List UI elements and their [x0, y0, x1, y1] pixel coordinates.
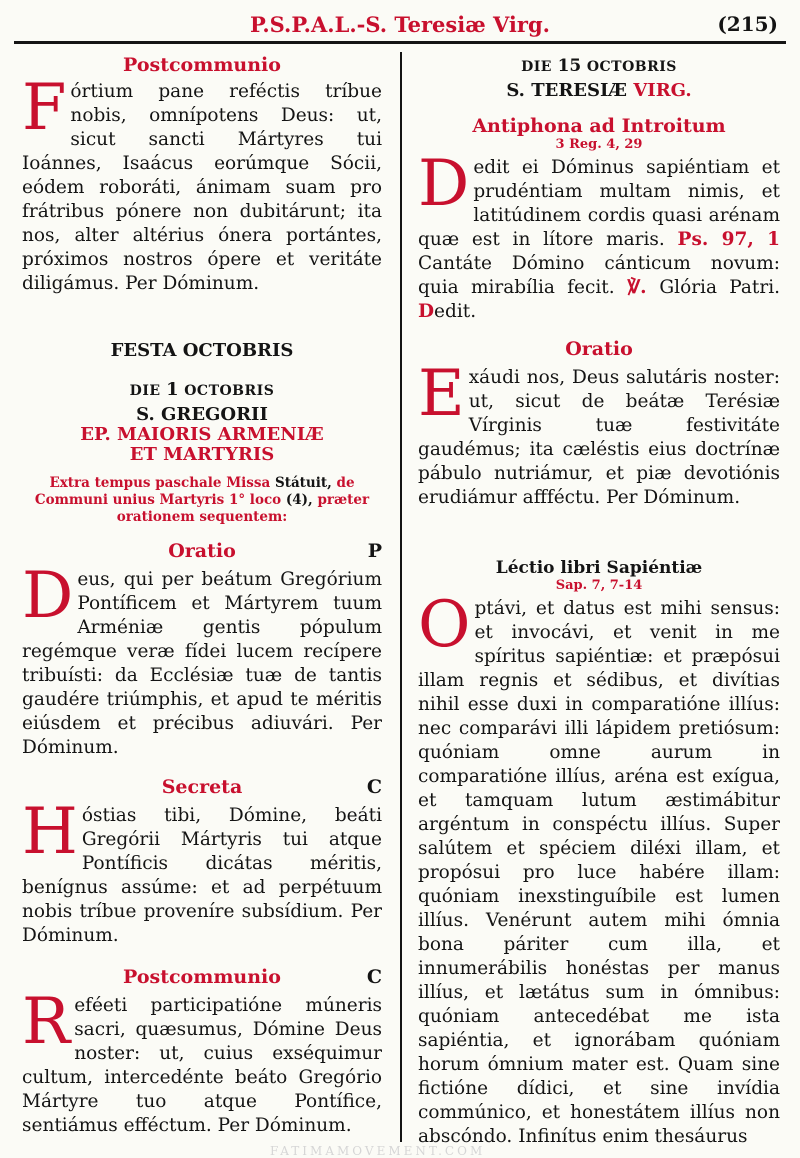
header-rule [14, 41, 786, 44]
mark-p: P [367, 540, 382, 562]
oratio-text: Deus, qui per beátum Gregórium Pontíficem et Mártyrem tuum Arméniæ gentis pópulum regémque veræ fídei lucem recípere tribuísti: da Ecclésiæ tuæ de tantis gaudére triúmphis, et apud te méritis eiúsdem et précibus adiuvári. Per Dóminum. [22, 559, 382, 758]
mark-c: C [366, 966, 382, 988]
introitus-heading: Antiphona ad Introitum [472, 115, 726, 137]
column-divider [400, 52, 402, 1142]
page-number: (215) [717, 12, 778, 36]
postcommunio2-heading: Postcommunio C [123, 966, 382, 988]
festa-heading: FESTA OCTOBRIS [110, 340, 294, 361]
watermark: FATIMAMOVEMENT.COM [270, 1144, 486, 1158]
saint-title-1: EP. MAIORIS ARMENIÆ [80, 424, 324, 445]
mark-c: C [366, 776, 382, 798]
drop-cap: D [22, 559, 74, 633]
postcommunio-text: Fórtium pane reféctis tríbue nobis, omnípotens Deus: ut, sicut sancti Mártyres tui Ioánnes, Isaácus eorúmque Sócii, eódem roboráti, ánimam suam pro frátribus pónere non dubitárunt; ita nos, alter altérius ónera portántes, próximos nostros ópere et veritáte diligámus. Per Dóminum. [22, 71, 382, 294]
lectio-ref: Sap. 7, 7-14 [555, 578, 643, 593]
drop-cap: D [418, 147, 470, 221]
postcommunio2-text: Reféeti participatióne múneris sacri, quæsumus, Dómine Deus noster: ut, cuius exséquimur cultum, intercedénte beáto Gregório Mártyre tuo atque Pontífice, sentiámus efféctum. Per Dóminum. [22, 985, 382, 1136]
saint-name: S. TERESIÆ VIRG. [506, 80, 692, 101]
lectio-heading: Léctio libri Sapiéntiæ [495, 558, 703, 578]
saint-title-2: ET MARTYRIS [129, 444, 275, 465]
drop-cap: H [22, 795, 78, 869]
secreta-text: Hóstias tibi, Dómine, beáti Gregórii Mártyris tui atque Pontíficis dicátas méritis, benígnus assúme: et ad perpétuum nobis tríbue proveníre subsídium. Per Dóminum. [22, 795, 382, 946]
oratio-text: Exáudi nos, Deus salutáris noster: ut, sicut de beátæ Terésiæ Vírginis tuæ festivitáte gaudémus; ita cæléstis eius doctrínæ pábulo nutriámur, et piæ devotiónis erudiámur affféctu. Per Dóminum. [418, 357, 780, 508]
die-line: DIE 15 OCTOBRIS [521, 56, 677, 76]
drop-cap: O [418, 588, 471, 662]
die-line: DIE 1 OCTOBRIS [129, 379, 275, 400]
introitus-text: Dedit ei Dóminus sapiéntiam et prudéntiam multam nimis, et latitúdinem cordis quasi arénam quæ est in lítore maris. Ps. 97, 1 Cantáte Dómino cánticum novum: quia mirabília fecit. ℣. Glória Patri. Dedit. [418, 147, 780, 322]
oratio-heading: Oratio P [168, 540, 382, 562]
drop-cap: E [418, 357, 465, 431]
postcommunio-heading: Postcommunio [123, 54, 281, 76]
page-header [0, 0, 800, 40]
saint-name: S. GREGORII [136, 404, 268, 425]
running-title: P.S.P.A.L.-S. Teresiæ Virg. [250, 12, 550, 37]
right-column [418, 54, 780, 1149]
rubric: Extra tempus paschale Missa Státuit, de Communi unius Martyris 1° loco (4), præter orationem sequentem: [34, 475, 370, 525]
introitus-ref: 3 Reg. 4, 29 [555, 137, 643, 152]
drop-cap: F [22, 71, 67, 145]
left-column [22, 54, 382, 1138]
oratio-heading: Oratio [565, 338, 633, 360]
secreta-heading: Secreta C [161, 776, 382, 798]
lectio-text: Optávi, et datus est mihi sensus: et invocávi, et venit in me spíritus sapiéntiæ: et præpósui illam regnis et sédibus, et divítias nihil esse duxi in comparatióne illíus: nec comparávi illi lápidem pretiósum: quóniam omne aurum in comparatióne illíus, aréna est exígua, et tamquam lutum æstimábitur argéntum in conspéctu illíus. Super salútem et spéciem diléxi illam, et propósui pro luce habére illam: quóniam inexstinguíbile est lumen illíus. Venérunt autem mihi ómnia bona páriter cum illa, et innumerábilis honéstas per manus illíus, et lætátus sum in ómnibus: quóniam antecedébat me ista sapiéntia, et ignorábam quóniam horum ómnium mater est. Quam sine fictióne dídici, et sine invídia commúnico, et honestátem illíus non abscóndo. Infinítus enim thesáurus [418, 588, 780, 1147]
drop-cap: R [22, 985, 71, 1059]
